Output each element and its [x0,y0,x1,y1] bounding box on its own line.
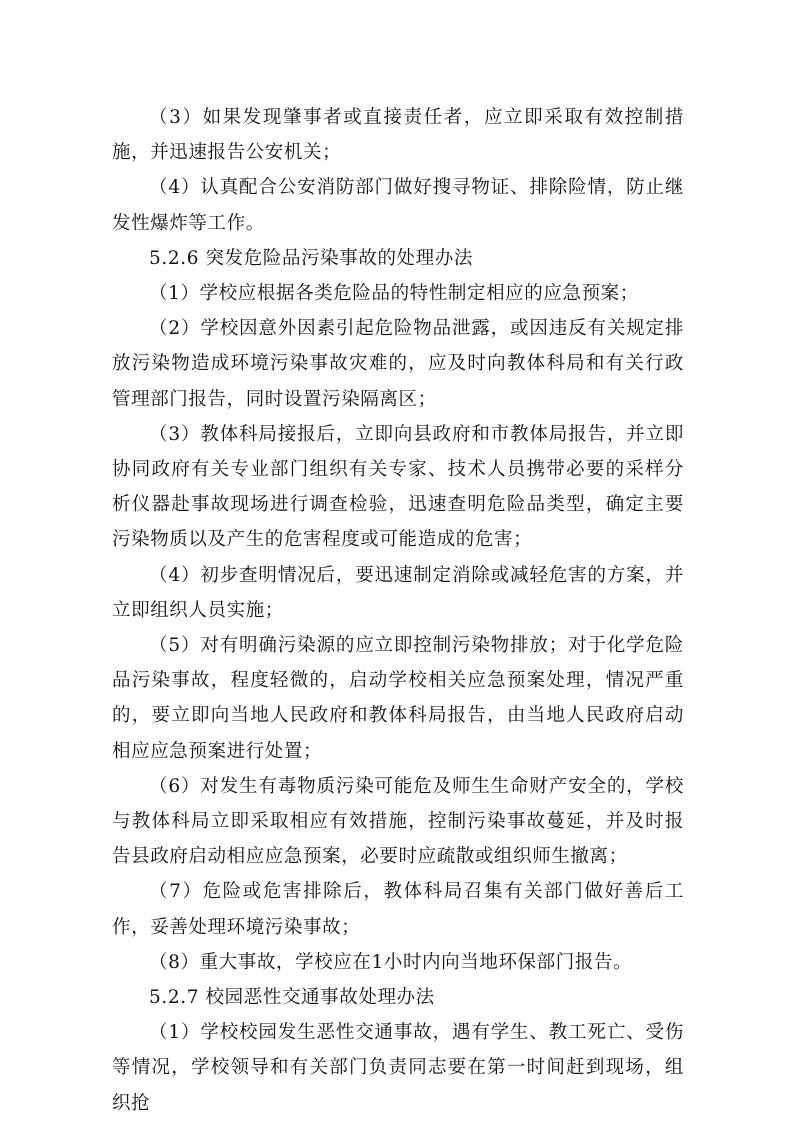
paragraph-2-5-2-6: （2）学校因意外因素引起危险物品泄露，或因违反有关规定排放污染物造成环境污染事故灾难的，应及时向教体科局和有关行政管理部门报告，同时设置污染隔离区； [112,318,684,410]
paragraph-8-5-2-6: （8）重大事故，学校应在1小时内向当地环保部门报告。 [149,951,633,973]
paragraph-5-5-2-6: （5）对有明确污染源的应立即控制污染物排放；对于化学危险品污染事故，程度轻微的，启动学校相关应急预案处理，情况严重的，要立即向当地人民政府和教体科局报告，由当地人民政府启动相应应急预案进行处置； [112,635,684,762]
paragraph-3-5-2-6: （3）教体科局接报后，立即向县政府和市教体局报告，并立即协同政府有关专业部门组织有关专家、技术人员携带必要的采样分析仪器赴事故现场进行调查检验，迅速查明危险品类型，确定主要污染物质以及产生的危害程度或可能造成的危害； [112,423,684,551]
paragraph-4-5-2-5: （4）认真配合公安消防部门做好搜寻物证、排除险情，防止继发性爆炸等工作。 [112,177,684,234]
paragraph-1-5-2-6: （1）学校应根据各类危险品的特性制定相应的应急预案； [149,283,639,305]
paragraph-1-5-2-7: （1）学校校园发生恶性交通事故，遇有学生、教工死亡、受伤等情况，学校领导和有关部门负责同志要在第一时间赶到现场，组织抢 [112,1022,684,1114]
paragraph-7-5-2-6: （7）危险或危害排除后，教体科局召集有关部门做好善后工作，妥善处理环境污染事故； [112,881,684,938]
document-page [112,100,684,1121]
paragraph-3-5-2-5: （3）如果发现肇事者或直接责任者，应立即采取有效控制措施，并迅速报告公安机关； [112,107,684,164]
section-heading-5-2-7: 5.2.7 校园恶性交通事故处理办法 [149,987,435,1009]
section-heading-5-2-6: 5.2.6 突发危险品污染事故的处理办法 [149,247,473,269]
paragraph-4-5-2-6: （4）初步查明情况后，要迅速制定消除或减轻危害的方案，并立即组织人员实施； [112,564,684,621]
paragraph-6-5-2-6: （6）对发生有毒物质污染可能危及师生生命财产安全的，学校与教体科局立即采取相应有效措施，控制污染事故蔓延，并及时报告县政府启动相应应急预案，必要时应疏散或组织师生撤离； [112,775,684,868]
